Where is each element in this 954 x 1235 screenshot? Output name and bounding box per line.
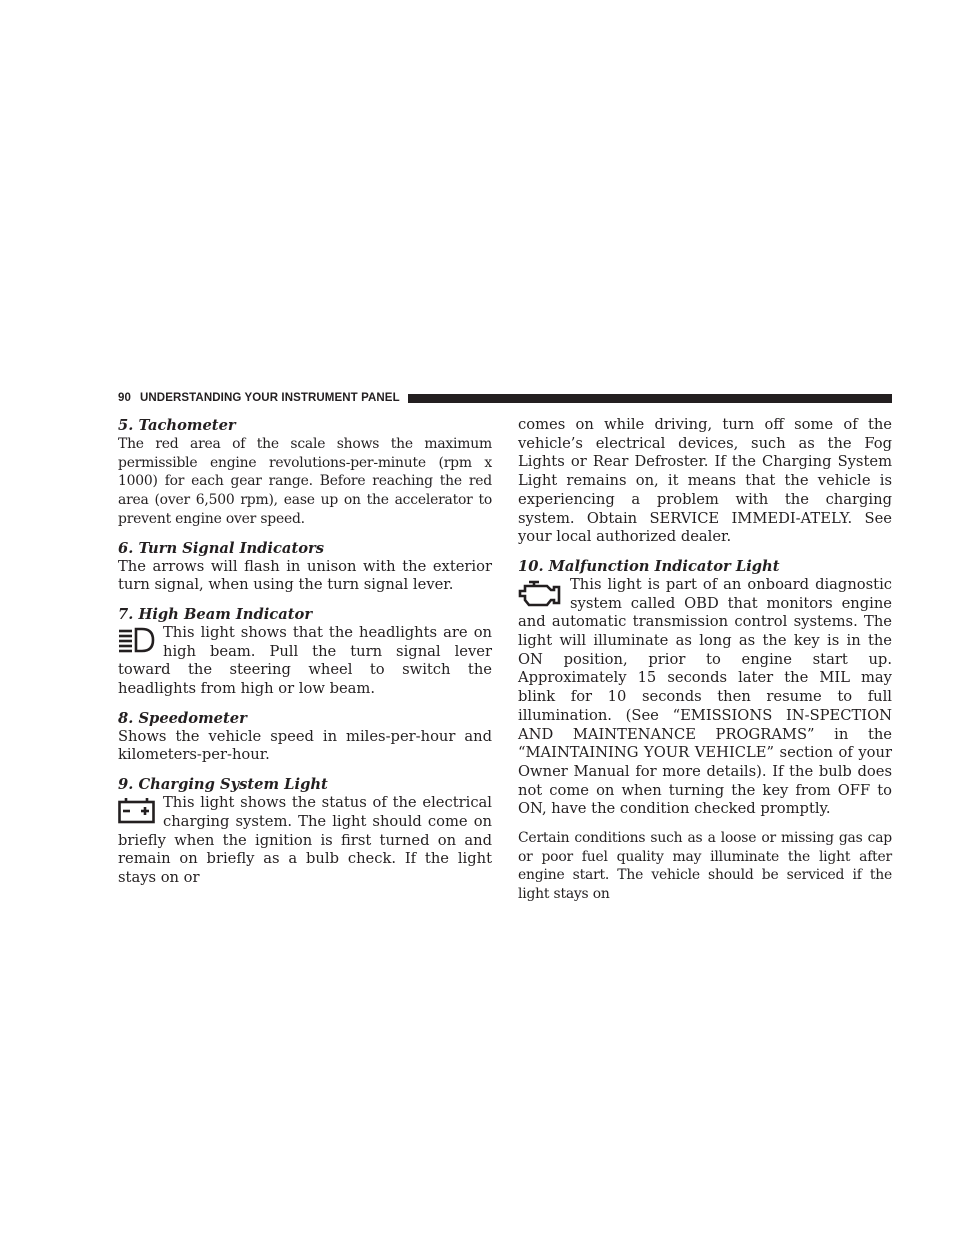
charging-text: This light shows the status of the electrical charging system. The light should come on briefly when the ignition is first turned on and remain on briefly as a bulb check. If the light stays on or bbox=[118, 794, 492, 886]
section-title: UNDERSTANDING YOUR INSTRUMENT PANEL bbox=[140, 392, 400, 404]
page-header bbox=[118, 389, 892, 407]
turn-signal-text: The arrows will flash in unison with the exterior turn signal, when using the turn signal lever. bbox=[118, 557, 492, 594]
high-beam-text: This light shows that the headlights are on high beam. Pull the turn signal lever toward the steering wheel to switch the headlights from high or low beam. bbox=[118, 623, 492, 698]
speedometer-heading: 8. Speedometer bbox=[118, 709, 247, 727]
left-column bbox=[118, 416, 492, 888]
tachometer-heading: 5. Tachometer bbox=[118, 417, 236, 434]
high-beam-icon bbox=[118, 626, 155, 654]
malfunction-paragraph bbox=[518, 576, 892, 819]
malfunction-heading: 10. Malfunction Indicator Light bbox=[518, 557, 780, 575]
speedometer-text: Shows the vehicle speed in miles-per-hour and kilometers-per-hour. bbox=[118, 727, 492, 764]
malfunction-text-2: Certain conditions such as a loose or missing gas cap or poor fuel quality may illuminate the light after engine start. The vehicle should be serviced if the light stays on bbox=[518, 830, 892, 903]
charging-paragraph bbox=[118, 794, 492, 888]
malfunction-text: This light is part of an onboard diagnostic system called OBD that monitors engine and automatic transmission control systems. The light will illuminate as long as the key is in the ON position, prior to engine start up. Approximately 15 seconds later the MIL may blink for 10 seconds then resume to full illumination. (See “EMISSIONS IN-SPECTION AND MAINTENANCE PROGRAMS” in the “MAINTAINING YOUR VEHICLE” section of your Owner Manual for more details). If the bulb does not come on when turning the key from OFF to ON, have the condition checked promptly. bbox=[518, 575, 892, 818]
battery-icon bbox=[118, 796, 155, 824]
tachometer-text: The red area of the scale shows the maximum permissible engine revolutions-per-minute (rpm x 1000) for each gear range. Before reaching the red area (over 6,500 rpm), ease up on the accelerator to prevent engine over speed. bbox=[118, 436, 492, 527]
right-column bbox=[518, 416, 892, 904]
high-beam-heading: 7. High Beam Indicator bbox=[118, 605, 313, 623]
header-rule bbox=[408, 394, 892, 403]
turn-signal-heading: 6. Turn Signal Indicators bbox=[118, 539, 325, 557]
charging-continued-text: comes on while driving, turn off some of the vehicle’s electrical devices, such as the Fog Lights or Rear Defroster. If the Charging System Light remains on, it means that the vehicle is experiencing a problem with the charging system. Obtain SERVICE IMMEDI-ATELY. See your local authorized dealer. bbox=[518, 416, 892, 546]
charging-heading: 9. Charging System Light bbox=[118, 776, 328, 794]
high-beam-paragraph bbox=[118, 624, 492, 699]
page-number: 90 bbox=[118, 392, 131, 404]
check-engine-icon bbox=[518, 578, 562, 608]
